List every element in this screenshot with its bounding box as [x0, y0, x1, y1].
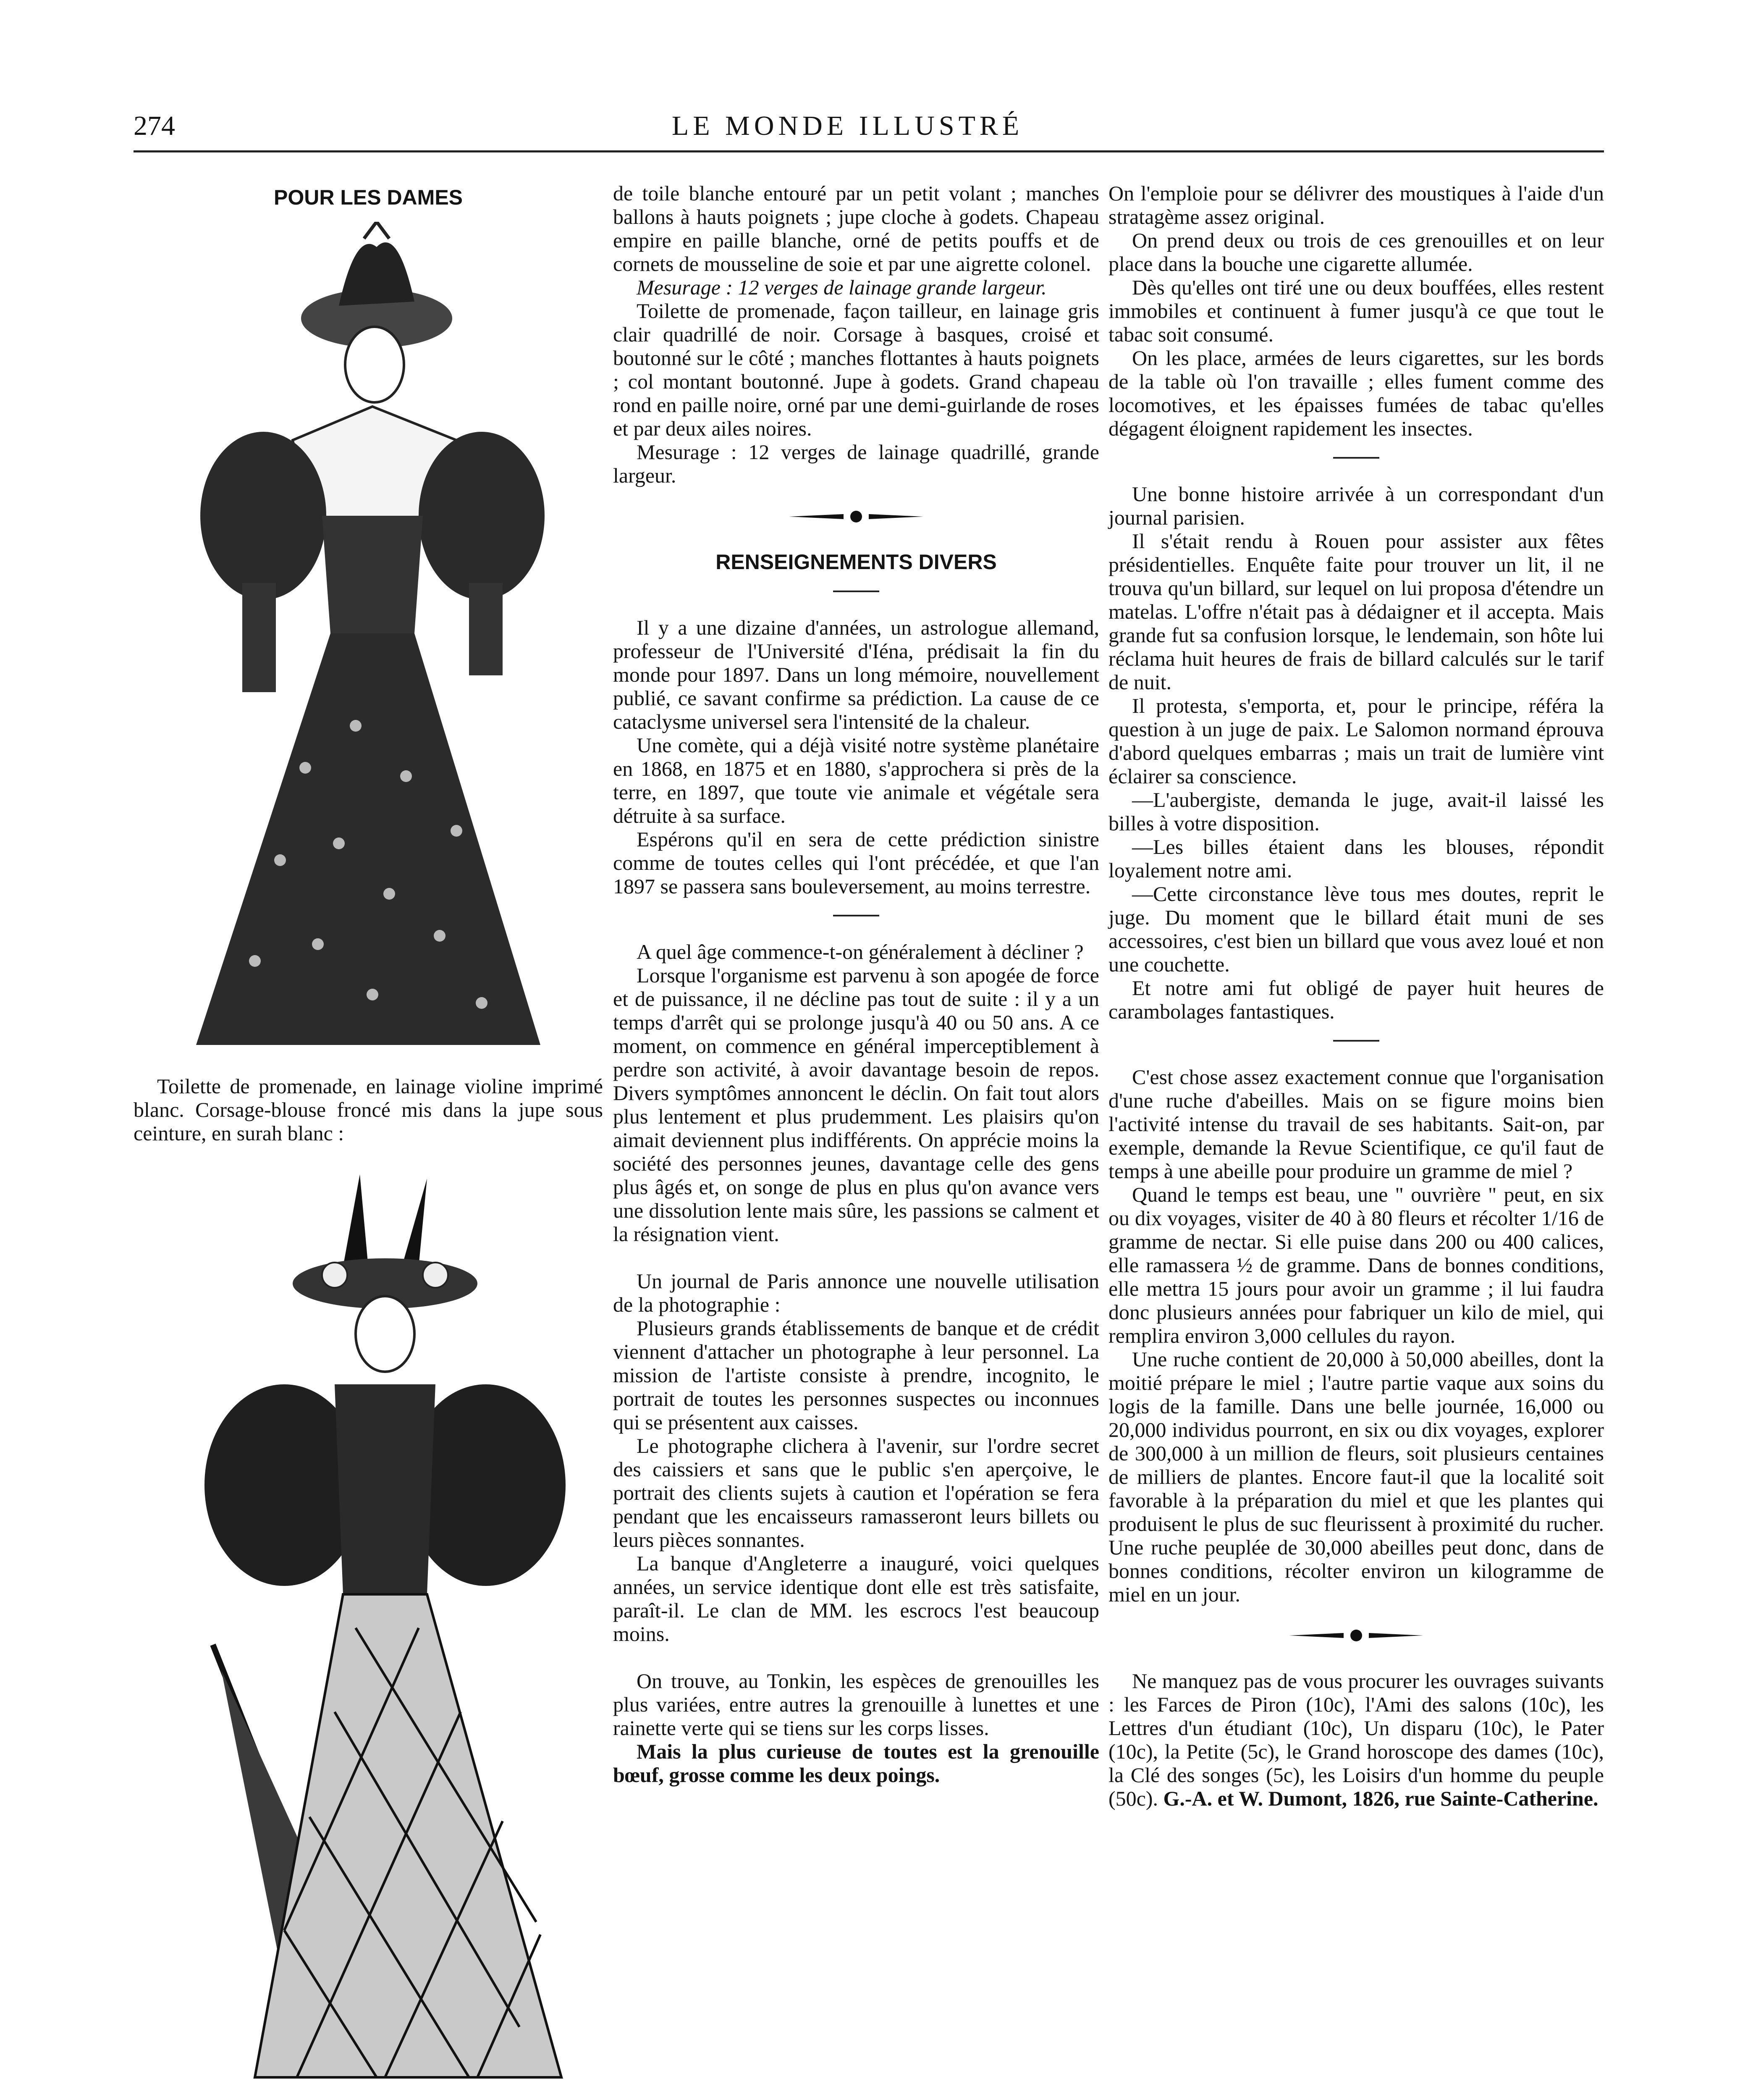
paragraph: Plusieurs grands établissements de banque et de crédit viennent d'attacher un photographe à leur personnel. La mission de l'artiste consiste à prendre, incognito, le portrait de toutes les personnes suspectes ou inconnues qui se présentent aux caisses.: [613, 1316, 1099, 1434]
column-3: [1108, 181, 1604, 1810]
paragraph: A quel âge commence-t-on généralement à décliner ?: [637, 940, 1084, 963]
paragraph: Espérons qu'il en sera de cette prédiction sinistre comme de toutes celles qui l'ont précédée, et que l'an 1897 se passera sans bouleversement, au moins terrestre.: [613, 827, 1099, 898]
ornament-divider: [1108, 1627, 1604, 1644]
short-rule: [1333, 1040, 1379, 1042]
column-1: [134, 181, 603, 2100]
fashion-illustration-1: [179, 222, 557, 1058]
dress-figure-quadrille: [158, 1166, 578, 2090]
running-title: LE MONDE ILLUSTRÉ: [672, 110, 1024, 141]
paragraph: Une ruche contient de 20,000 à 50,000 abeilles, dont la moitié prépare le miel ; l'autre partie vaque aux soins du logis de la famille. Dans une belle journée, 16,000 ou 20,000 individus pourront, en six ou dix voyages, explorer de 300,000 à un million de fleurs, soit plusieurs centaines de milliers de plantes. Encore faut-il que la localité soit favorable à la préparation du miel et que les plantes qui produisent le plus de suc fleurissent à proximité du rucher. Une ruche peuplée de 30,000 abeilles peut donc, dans de bonnes conditions, récolter environ un kilogramme de miel en un jour.: [1108, 1347, 1604, 1606]
paragraph: Toilette de promenade, façon tailleur, en lainage gris clair quadrillé de noir. Corsage à basques, croisé et boutonné sur le côté ; manches flottantes à hauts poignets ; col montant boutonné. Jupe à godets. Grand chapeau rond en paille noire, orné par une demi-guirlande de roses et par deux ailes noires.: [613, 299, 1099, 440]
paragraph: Dès qu'elles ont tiré une ou deux bouffées, elles restent immobiles et continuent à fumer jusqu'à ce que tout le tabac soit consumé.: [1108, 276, 1604, 346]
spacer: [613, 1246, 1099, 1269]
paragraph: —Cette circonstance lève tous mes doutes, reprit le juge. Du moment que le billard était muni de ses accessoires, c'est bien un billard que vous avez loué et non une couchette.: [1108, 882, 1604, 976]
section-heading-renseignements: RENSEIGNEMENTS DIVERS: [715, 550, 997, 574]
paragraph: —Les billes étaient dans les blouses, répondit loyalement notre ami.: [1108, 835, 1604, 882]
section-heading-pour-les-dames: POUR LES DAMES: [273, 186, 463, 209]
paragraph: Une bonne histoire arrivée à un correspondant d'un journal parisien.: [1108, 482, 1604, 529]
short-rule: [833, 915, 879, 916]
short-rule: [1333, 457, 1379, 459]
paragraph: C'est chose assez exactement connue que l'organisation d'une ruche d'abeilles. Mais on se figure moins bien l'activité intense du travail de ses habitants. Sait-on, par exemple, demande la Revue Scientifique, ce qu'il faut de temps à une abeille pour produire un gramme de miel ?: [1108, 1065, 1604, 1183]
fashion-illustration-2: [158, 1166, 578, 2090]
paragraph: On trouve, au Tonkin, les espèces de grenouilles les plus variées, entre autres la grenouille à lunettes et une rainette verte qui se tiens sur les corps lisses.: [613, 1669, 1099, 1740]
ad-signature: G.-A. et W. Dumont, 1826, rue Sainte-Catherine.: [1163, 1787, 1598, 1810]
spacer: [613, 1646, 1099, 1669]
header-rule: [134, 150, 1604, 152]
dress-figure-violine: [179, 222, 557, 1058]
paragraph: Et notre ami fut obligé de payer huit heures de carambolages fantastiques.: [1108, 976, 1604, 1023]
short-rule: [833, 591, 879, 592]
paragraph: Une comète, qui a déjà visité notre système planétaire en 1868, en 1875 et en 1880, s'approchera si près de la terre, en 1897, que toute vie animale et végétale sera détruite à sa surface.: [613, 733, 1099, 827]
ornament-icon: [789, 508, 923, 525]
paragraph: Un journal de Paris annonce une nouvelle utilisation de la photographie :: [613, 1269, 1099, 1316]
paragraph: On prend deux ou trois de ces grenouilles et on leur place dans la bouche une cigarette allumée.: [1108, 228, 1604, 276]
paragraph: Il protesta, s'emporta, et, pour le principe, référa la question à un juge de paix. Le Salomon normand éprouva d'abord quelques embarras ; mais un trait de lumière vint éclairer sa conscience.: [1108, 694, 1604, 788]
ornament-divider: [613, 508, 1099, 525]
paragraph: [1108, 1669, 1604, 1810]
ornament-icon: [1289, 1627, 1423, 1644]
paragraph: On l'emploie pour se délivrer des moustiques à l'aide d'un stratagème assez original.: [1108, 181, 1604, 228]
paragraph: Le photographe clichera à l'avenir, sur l'ordre secret des caissiers et sans que le public s'en aperçoive, le portrait des clients sujets à caution et l'opération se fera pendant que les encaisseurs ramasseront leurs billets ou leurs pièces sonnantes.: [613, 1434, 1099, 1551]
paragraph: La banque d'Angleterre a inauguré, voici quelques années, un service identique dont elle est très satisfaite, paraît-il. Le clan de MM. les escrocs l'est beaucoup moins.: [613, 1551, 1099, 1646]
paragraph: Il y a une dizaine d'années, un astrologue allemand, professeur de l'Université d'Iéna, prédisait la fin du monde pour 1897. Dans un long mémoire, nouvellement publié, ce savant confirme sa prédiction. La cause de ce cataclysme universel sera l'intensité de la chaleur.: [613, 616, 1099, 733]
caption-1: Toilette de promenade, en lainage violine imprimé blanc. Corsage-blouse froncé mis dans la jupe sous ceinture, en surah blanc :: [134, 1074, 603, 1145]
paragraph: Mais la plus curieuse de toutes est la grenouille bœuf, grosse comme les deux poings.: [613, 1740, 1099, 1787]
ad-text: Ne manquez pas de vous procurer les ouvrages suivants : les Farces de Piron (10c), l'Ami des salons (10c), les Lettres d'un étudiant (10c), Un disparu (10c), le Pater (10c), la Petite (5c), le Grand horoscope des dames (10c), la Clé des songes (5c), les Loisirs d'un homme du peuple (50c).: [1108, 1669, 1604, 1810]
paragraph: de toile blanche entouré par un petit volant ; manches ballons à hauts poignets ; jupe cloche à godets. Chapeau empire en paille blanche, orné de petits pouffs et de cornets de mousseline de soie et par une aigrette colonel.: [613, 181, 1099, 276]
column-2: [613, 181, 1099, 1787]
paragraph: Il s'était rendu à Rouen pour assister aux fêtes présidentielles. Enquête faite pour trouver un lit, il ne trouva qu'un billard, sur lequel on lui proposa d'étendre un matelas. L'offre n'était pas à dédaigner et il accepta. Mais grande fut sa confusion lorsque, le lendemain, son hôte lui réclama huit heures de frais de billard calculés sur le tarif de nuit.: [1108, 529, 1604, 694]
paragraph: Mesurage : 12 verges de lainage quadrillé, grande largeur.: [613, 440, 1099, 487]
paragraph: Lorsque l'organisme est parvenu à son apogée de force et de puissance, il ne décline pas tout de suite : il y a un temps d'arrêt qui se prolonge jusqu'à 40 ou 50 ans. A ce moment, on commence en général imperceptiblement à perdre son activité, à avoir davantage besoin de repos. Divers symptômes annoncent le déclin. On fait tout alors plus lentement et plus prudemment. Les plaisirs qu'on aimait deviennent plus indifférents. On apprécie moins la société des personnes jeunes, davantage celle des gens plus âgés et, on songe de plus en plus qu'on avance vers une dissolution lente mais sûre, les passions se calment et la résignation vient.: [613, 963, 1099, 1246]
paragraph: —L'aubergiste, demanda le juge, avait-il laissé les billes à votre disposition.: [1108, 788, 1604, 835]
page-number: 274: [134, 110, 175, 141]
paragraph: On les place, armées de leurs cigarettes, sur les bords de la table où l'on travaille ; elles fument comme des locomotives, et les épaisses fumées de tabac qu'elles dégagent éloignent rapidement les insectes.: [1108, 346, 1604, 440]
paragraph: Quand le temps est beau, une " ouvrière " peut, en six ou dix voyages, visiter de 40 à 80 fleurs et récolter 1/16 de gramme de nectar. Si elle puise dans 200 ou 400 calices, elle ramassera ½ de gramme. Dans de bonnes conditions, elle mettra 15 jours pour avoir un gramme ; il lui faudra donc plusieurs années pour fabriquer un kilo de miel, qui remplira environ 3,000 cellules du rayon.: [1108, 1183, 1604, 1347]
paragraph: Mesurage : 12 verges de lainage grande largeur.: [637, 276, 1047, 299]
